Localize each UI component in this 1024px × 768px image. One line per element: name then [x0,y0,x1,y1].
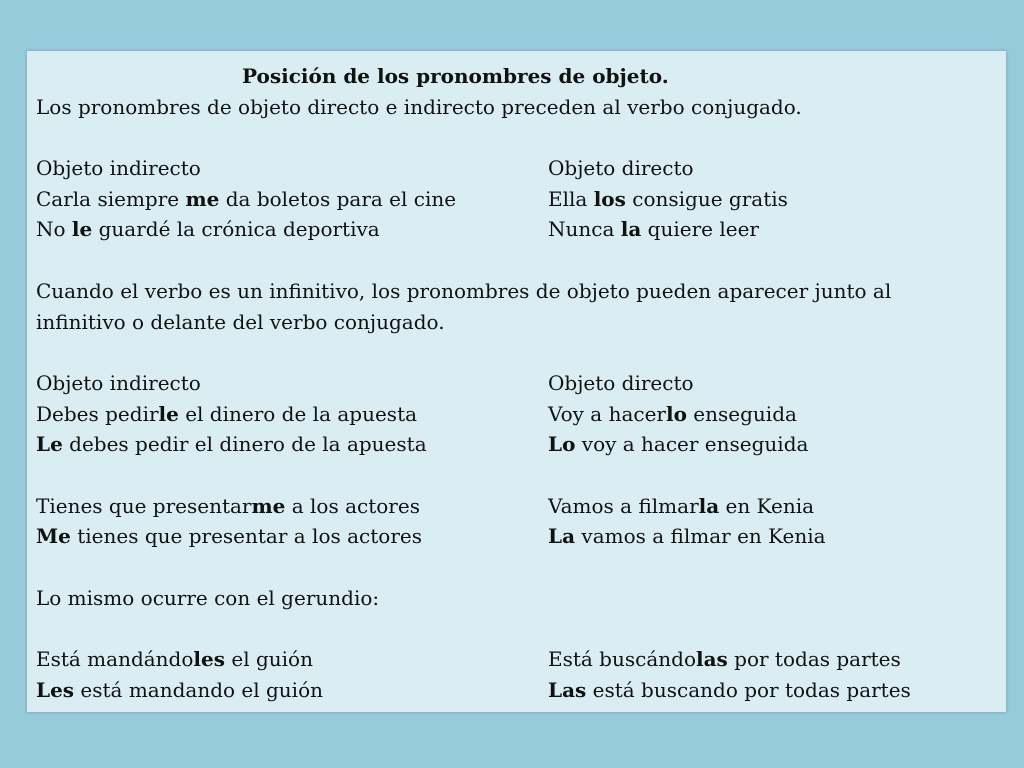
spacer [36,552,996,583]
infinitive-note-line2: infinitivo o delante del verbo conjugado. [36,309,445,334]
spacer [36,613,996,644]
example-row [36,184,996,215]
example-row [36,644,996,675]
example-left: Tienes que presentarme a los actores [36,493,420,518]
header-indirect-object: Objeto indirecto [36,370,201,395]
example-right: Lo voy a hacer enseguida [548,432,809,457]
example-left: No le guardé la crónica deportiva [36,217,380,242]
example-row [36,491,996,522]
example-left: Me tienes que presentar a los actores [36,524,422,549]
example-right: Las está buscando por todas partes [548,677,911,702]
example-row [36,399,996,430]
section2-headers [36,368,996,399]
example-row [36,429,996,460]
gerund-note: Lo mismo ocurre con el gerundio: [36,585,380,610]
example-right: Ella los consigue gratis [548,186,788,211]
example-left: Le debes pedir el dinero de la apuesta [36,432,427,457]
spacer [36,245,996,276]
infinitive-note-line1: Cuando el verbo es un infinitivo, los pronombres de objeto pueden aparecer junto al [36,278,892,303]
section1-headers [36,153,996,184]
intro-text: Los pronombres de objeto directo e indirecto preceden al verbo conjugado. [36,94,802,119]
example-right: Vamos a filmarla en Kenia [548,493,815,518]
example-right: Está buscándolas por todas partes [548,647,901,672]
header-direct-object: Objeto directo [548,156,694,181]
header-direct-object: Objeto directo [548,370,694,395]
example-left: Debes pedirle el dinero de la apuesta [36,401,418,426]
example-right: Nunca la quiere leer [548,217,759,242]
example-left: Carla siempre me da boletos para el cine [36,186,457,211]
spacer [36,122,996,153]
example-row [36,521,996,552]
slide-panel [27,51,1006,712]
example-row [36,675,996,706]
spacer [36,460,996,491]
example-row [36,214,996,245]
slide-content [36,61,996,705]
example-left: Está mandándoles el guión [36,647,313,672]
header-indirect-object: Objeto indirecto [36,156,201,181]
example-left: Les está mandando el guión [36,677,323,702]
example-right: Voy a hacerlo enseguida [548,401,797,426]
page-title: Posición de los pronombres de objeto. [242,64,669,88]
example-right: La vamos a filmar en Kenia [548,524,826,549]
spacer [36,337,996,368]
